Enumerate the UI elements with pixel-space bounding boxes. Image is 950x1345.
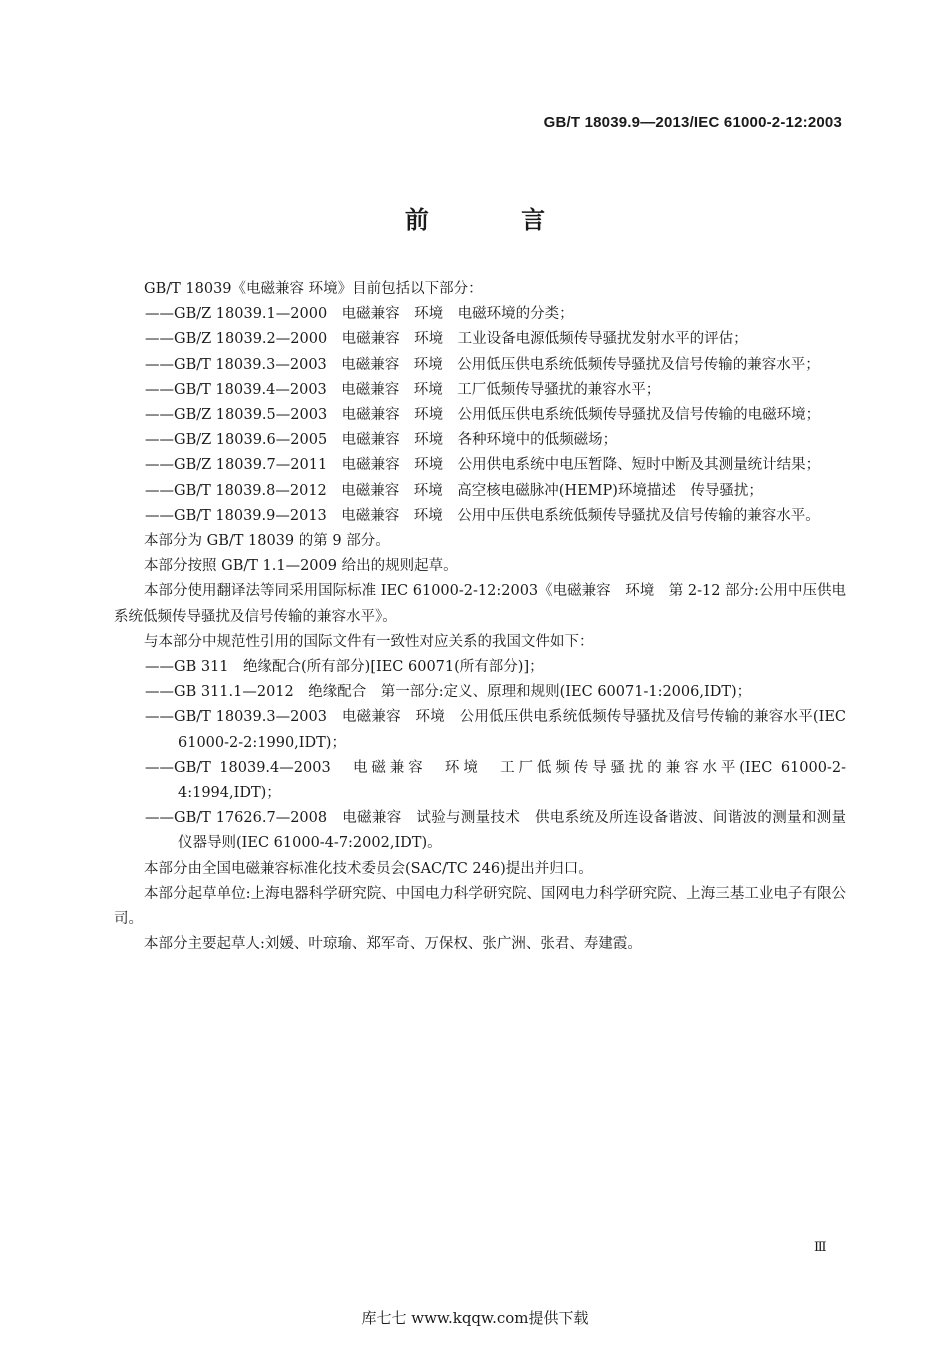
- drafters-paragraph: 本部分主要起草人:刘媛、叶琼瑜、郑军奇、万保权、张广洲、张君、寿建霞。: [144, 936, 642, 953]
- list-item: ——GB/Z 18039.5—2003 电磁兼容 环境 公用低压供电系统低频传导骚扰及信号传输的电磁环境；: [145, 407, 821, 424]
- list-item: ——GB/T 17626.7—2008 电磁兼容 试验与测量技术 供电系统及所连设备谐波、间谐波的测量和测量仪器导则(IEC 61000-4-7:2002,IDT)。: [145, 810, 846, 852]
- adoption-paragraph: 本部分使用翻译法等同采用国际标准 IEC 61000-2-12:2003《电磁兼容 环境 第 2-12 部分:公用中压供电系统低频传导骚扰及信号传输的兼容水平》。: [114, 583, 846, 625]
- intro-paragraph: GB/T 18039《电磁兼容 环境》目前包括以下部分：: [144, 281, 483, 297]
- list-item: ——GB/T 18039.9—2013 电磁兼容 环境 公用中压供电系统低频传导骚扰及信号传输的兼容水平。: [145, 507, 820, 524]
- correspondence-paragraph: 与本部分中规范性引用的国际文件有一致性对应关系的我国文件如下：: [144, 633, 594, 650]
- list-item: ——GB 311.1—2012 绝缘配合 第一部分:定义、原理和规则(IEC 60071-1:2006,IDT)；: [145, 684, 752, 701]
- page-title: 前 言: [404, 206, 588, 234]
- download-footer: 库七七 www.kqqw.com提供下载: [361, 1309, 589, 1327]
- list-item: ——GB/T 18039.3—2003 电磁兼容 环境 公用低压供电系统低频传导骚扰及信号传输的兼容水平；: [145, 356, 820, 373]
- list-item: ——GB 311 绝缘配合(所有部分)[IEC 60071(所有部分)]；: [145, 659, 544, 676]
- document-body: [114, 277, 846, 957]
- list-item: ——GB/Z 18039.6—2005 电磁兼容 环境 各种环境中的低频磁场；: [145, 432, 618, 449]
- page-number: Ⅲ: [814, 1240, 827, 1255]
- drafting-units-paragraph: 本部分起草单位:上海电器科学研究院、中国电力科学研究院、国网电力科学研究院、上海三基工业电子有限公司。: [114, 885, 846, 928]
- list-item: ——GB/T 18039.3—2003 电磁兼容 环境 公用低压供电系统低频传导骚扰及信号传输的兼容水平(IEC 61000-2-2:1990,IDT)；: [145, 709, 846, 751]
- list-item: ——GB/T 18039.4—2003 电磁兼容 环境 工厂低频传导骚扰的兼容水平(IEC 61000-2-4:1994,IDT)；: [145, 759, 846, 802]
- list-item: ——GB/T 18039.4—2003 电磁兼容 环境 工厂低频传导骚扰的兼容水平；: [145, 381, 661, 398]
- standard-number-header: GB/T 18039.9—2013/IEC 61000-2-12:2003: [543, 114, 842, 131]
- committee-paragraph: 本部分由全国电磁兼容标准化技术委员会(SAC/TC 246)提出并归口。: [144, 860, 593, 877]
- part-of-paragraph: 本部分为 GB/T 18039 的第 9 部分。: [144, 533, 390, 550]
- list-item: ——GB/T 18039.8—2012 电磁兼容 环境 高空核电磁脉冲(HEMP)环境描述 传导骚扰；: [145, 482, 763, 499]
- list-item: ——GB/Z 18039.7—2011 电磁兼容 环境 公用供电系统中电压暂降、短时中断及其测量统计结果；: [145, 457, 821, 474]
- references-list: [114, 655, 846, 857]
- list-item: ——GB/Z 18039.2—2000 电磁兼容 环境 工业设备电源低频传导骚扰发射水平的评估；: [145, 331, 748, 348]
- rules-paragraph: 本部分按照 GB/T 1.1—2009 给出的规则起草。: [144, 558, 458, 575]
- list-item: ——GB/Z 18039.1—2000 电磁兼容 环境 电磁环境的分类；: [145, 306, 574, 323]
- parts-list: [114, 302, 846, 529]
